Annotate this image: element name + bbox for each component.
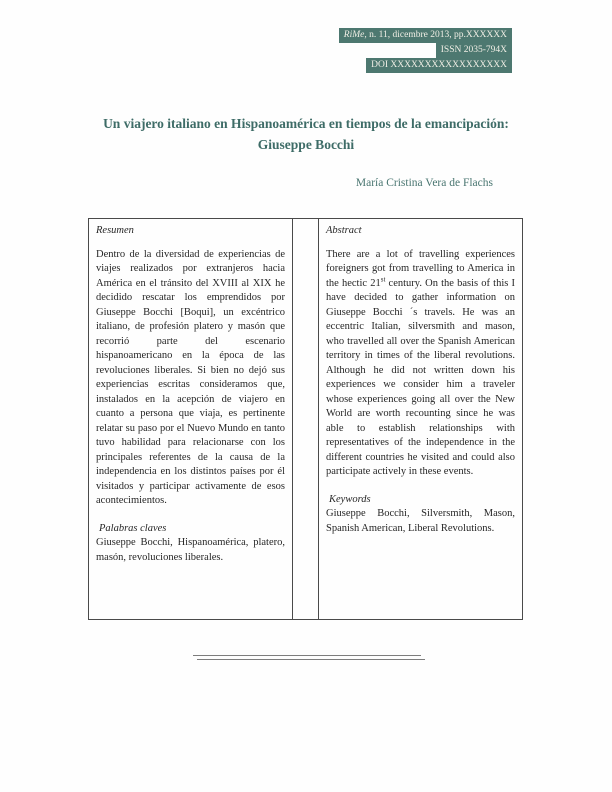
journal-header <box>339 28 512 73</box>
abstract-table <box>88 218 523 620</box>
resumen-heading: Resumen <box>96 225 134 236</box>
footnote-separator <box>193 655 425 663</box>
journal-name: RiMe <box>343 30 365 40</box>
abstract-heading: Abstract <box>326 225 362 236</box>
article-title: Un viajero italiano en Hispanoamérica en tiempos de la emancipación: Giuseppe Bocchi <box>103 116 509 152</box>
abstract-cell <box>318 218 523 620</box>
abstract-body-part2: century. On the basis of this I have decided to gather information on Giuseppe Bocchi ´s travels. He was an eccentric Italian, silversmith and mason, who travelled all over the Spanish American territory in times of the liberal revolutions. Although he did not written down his experiences we consider him a traveler whose experiences going all over the New World are worth recounting since he was able to establish relationships with representatives of the independence in the different countries he visited and could also participate actively in these events. <box>326 277 515 477</box>
journal-citation-badge <box>339 28 512 43</box>
resumen-cell <box>88 218 293 620</box>
separator-line-top <box>193 655 421 656</box>
abstract-body-part1: There are a lot of travelling experiences foreigners got from travelling to America in the hectic 21 <box>326 248 515 289</box>
resumen-body: Dentro de la diversidad de experiencias de viajes realizados por extranjeros hacia América en el tránsito del XVIII al XIX he decidido rescatar los emprendidos por Giuseppe Bocchi [Boqui], un excéntrico italiano, de profesión platero y masón que recorrió parte del escenario hispanoamericano en la época de las revoluciones liberales. Si bien no dejó sus experiencias escritas consideramos que, instalados en la acepción de viajero en cuanto a persona que viaja, es pertinente relatar su paso por el Nuevo Mundo en tanto tuvo habilidad para relacionarse con los principales referentes de la causa de la independencia en los distintos países por él visitados y participar activamente de esos acontecimientos. <box>96 248 285 506</box>
article-author: María Cristina Vera de Flachs <box>355 177 493 189</box>
keywords-heading: Keywords <box>329 493 371 505</box>
keywords-list: Giuseppe Bocchi, Silversmith, Mason, Spanish American, Liberal Revolutions. <box>326 508 515 534</box>
palabras-claves-list: Giuseppe Bocchi, Hispanoamérica, platero, masón, revoluciones liberales. <box>96 537 285 563</box>
doi-badge: DOI XXXXXXXXXXXXXXXXX <box>366 58 512 73</box>
separator-line-bottom <box>197 659 425 660</box>
ordinal-superscript: st <box>380 275 386 283</box>
journal-citation-text: , n. 11, dicembre 2013, pp.XXXXXX <box>364 30 507 40</box>
abstract-body <box>326 248 515 480</box>
table-gap-cell <box>293 218 318 620</box>
palabras-claves-heading: Palabras claves <box>99 522 167 534</box>
issn-badge: ISSN 2035-794X <box>436 43 512 58</box>
